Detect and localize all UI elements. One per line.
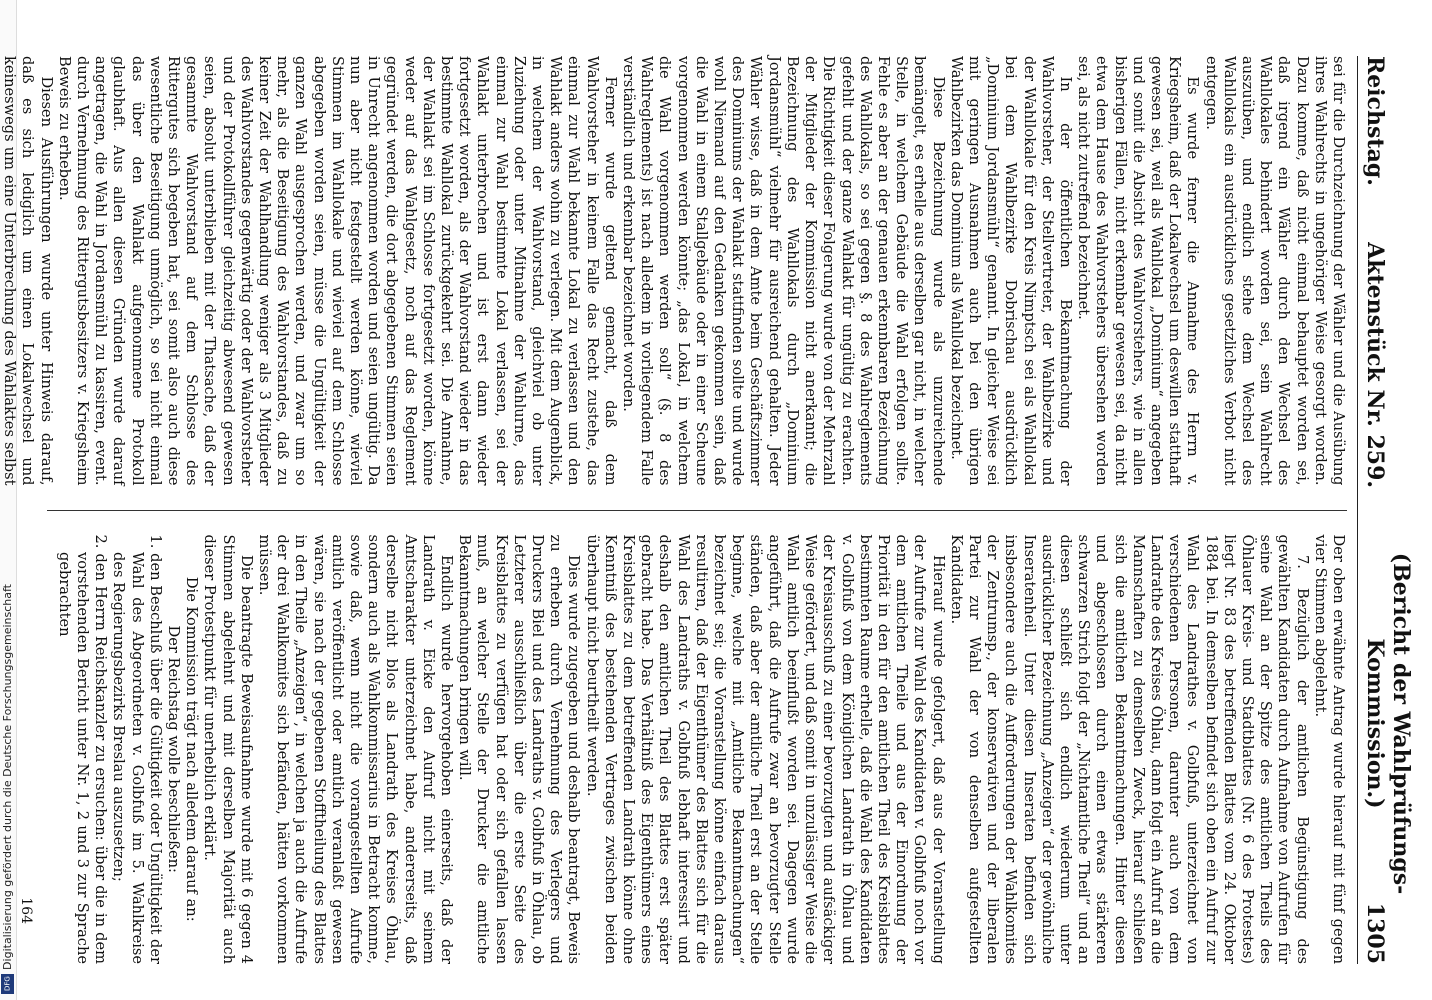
page-header bbox=[1357, 56, 1414, 965]
paragraph: Dies wurde zugegeben und deshalb beantragt, Beweis zu erheben durch Vernehmung des Verlegers und Druckers Biel und des Landraths v. Golbfuß in Öhlau, ob Letzterer ausschließlich über die erste Seite des Kreisblattes zu verfügen hat oder sich gefallen lassen muß, an welcher Stelle der Drucker die amtliche Bekanntmachungen bringen will. bbox=[456, 534, 583, 964]
funding-notice: Digitalisierung gefördert durch die Deutsche Forschungsgemeinschaft bbox=[1, 584, 14, 970]
motion-item: 1. den Beschluß über die Gültigkeit oder Ungültigkeit der Wahl des Abgeordneten v. Golbfuß im 5. Wahlkreise des Regierungsbezirks Breslau auszusetzen; bbox=[110, 534, 164, 964]
paragraph: Der oben erwähnte Antrag wurde hierauf mit fünf gegen vier Stimmen abgelehnt. bbox=[1311, 534, 1347, 964]
header-page-number: 1305 bbox=[1362, 902, 1388, 965]
motion-item: 2. den Herrn Reichskanzler zu ersuchen: über die in dem vorstehenden Bericht unter Nr. 1, 2 und 3 zur Sprache gebrachten bbox=[55, 534, 110, 964]
paragraph: Diese Bezeichnung wurde als unzureichende bemängelt, es erhelle aus derselben gar nicht, in welcher Stelle, in welchem Gebäude die Wahl erfolgen sollte. Fehle es aber an der genauen erkennbaren Bezeichnung des Wahllokals, so sei gegen §. 8 des Wahlreglements gefehlt und der ganze Wahlakt für ungültig zu erachten. Die Richtigkeit dieser Folgerung wurde von der Mehrzahl der Mitglieder der Kommission nicht anerkannt; die Bezeichnung des Wahllokals durch „Dominium Jordansmühl“ vielmehr für ausreichend gehalten. Jeder Wähler wisse, daß in dem Amte beim Geschäftszimmer des Dominiums der Wahlakt stattfinden sollte und wurde wohl Niemand auf den Gedanken gekommen sein, daß die Wahl in einem Stallgebäude oder in einer Scheune vorgenommen werden könnte; „das Lokal, in welchem die Wahl vorgenommen werden soll“ (§. 8 des Wahlreglements) ist nach alledem in vorliegendem Falle verständlich und erkennbar bezeichnet worden. bbox=[620, 56, 947, 486]
motion-intro: Die Kommission trägt nach alledem darauf an: bbox=[183, 576, 201, 922]
paragraph: In der öffentlichen Bekanntmachung der Wahlvorsteher, der Stellvertreter, der Wahlbezirke und der Wahllokale für den Kreis Nimptsch sei als Wahllokal bei dem Wahlbezirke Dobrischau ausdrücklich „Dominium Jordansmühl“ genannt. In gleicher Weise sei mit geringen Ausnahmen auch bei den übrigen Wahlbezirken das Dominium als Wahllokal bezeichnet. bbox=[947, 56, 1074, 486]
right-column bbox=[17, 534, 1347, 965]
header-left: Reichstag. bbox=[1362, 56, 1388, 186]
paragraph: Endlich wurde hervorgehoben einerseits, daß der Landrath v. Eicke den Aufruf nicht mit seinem Amtscharakter unterzeichnet habe, andererseits, daß derselbe nicht blos als Landrath des Kreises Öhlau, sondern auch als Wahlkommissarius in Betracht komme, sowie daß, wenn nicht die vorangestellten Aufrufe amtlich veröffentlicht oder amtlich veranlaßt gewesen wären, sie nach der gegebenen Stofftheilung des Blattes in den Theile „Anzeigen“, in welchen ja auch die Aufrufe der drei Wahlkomites sich befänden, hätten vorkommen müssen. bbox=[256, 534, 456, 964]
motion-heading: Der Reichstag wolle beschließen: bbox=[165, 625, 182, 873]
paragraph: Hierauf wurde gefolgert, daß aus der Voranstellung der Aufrufe zur Wahl des Kandidaten v. Golbfuß noch vor dem amtlichen Theile und aus der Einordnung der Priorität in den für den amtlichen Theil des Kreisblattes bestimmten Raume erhelle, daß die Wahl des Kandidaten v. Golbfuß von dem Königlichen Landrath in Öhlau und der Kreisausschuß zu einer bevorzugten und aufsäckiger Weise gefördert, und daß somit in unzulässiger Weise die Wahl amtlich beeinflußt worden sei. Dagegen wurde angeführt, daß die Aufrufe zwar an bevorzugter Stelle ständen, daß aber der amtliche Theil erst an der Stelle beginne, welche mit „Amtliche Bekanntmachungen“ bezeichnet sei; die Voranstellung könne einfach daraus resultiren, daß der Eigenthümer des Blattes sich für die Wahl des Landraths v. Golbfuß lebhaft interessirt und deshalb den amtlichen Theil des Blattes erst später gebracht habe. Das Verhältniß des Eigenthümers eines Kreisblattes zu dem betreffenden Landrath könne ohne Kenntniß des bestehenden Vertrages zwischen beiden überhaupt nicht beurtheilt werden. bbox=[583, 534, 947, 964]
dfg-logo-icon: DFG bbox=[1, 974, 14, 994]
left-column bbox=[1, 56, 1347, 486]
paragraph: 7. Bezüglich der amtlichen Begünstigung des gewählten Kandidaten durch Aufnahme von Aufrufen für seine Wahl an der Spitze des amtlichen Theils des Öhlauer Kreis- und Stadtblattes (Nr. 6 des Protestes) liegt Nr. 83 des betreffenden Blattes vom 24. Oktober 1884 bei. In demselben befindet sich oben ein Aufruf zur Wahl des Landrathes v. Golbfuß, unterzeichnet von verschiedenen Personen, darunter auch von dem Landrathe des Kreises Öhlau, dann folgt ein Aufruf an die Mannschaften zu demselben Zweck, hierauf schließen sich die amtlichen Bekanntmachungen. Hinter diesen und abgeschlossen durch einen etwas stärkeren schwarzen Strich folgt der „Nichtamtliche Theil“ und an diesen schließt sich endlich wiederum unter ausdrücklicher Bezeichnung „Anzeigen“ der gewöhnliche Inseratenheil. Unter diesen Inseraten befinden sich insbesondere auch die Aufforderungen der Wahlkomites der Zentrumsp., der konservativen und der liberalen Partei zur Wahl der von denselben aufgestellten Kandidaten. bbox=[947, 534, 1311, 964]
column-divider bbox=[47, 510, 1347, 511]
paragraph: Es wurde ferner die Annahme des Herrn v. Kriegsheim, daß der Lokalwechsel um deswillen statthaft gewesen sei, weil als Wahllokal „Dominium“ angegeben und somit die Absicht des Wahlvorstehers, wie in allen bisherigen Fällen, nicht erkennbar gewesen sei, da nicht etwa dem Hause des Wahlvorstehers übersehen worden sei, als nicht zutreffend bezeichnet. bbox=[1075, 56, 1202, 486]
paragraph: Die beantragte Beweisaufnahme wurde mit 6 gegen 4 Stimmen abgelehnt und mit derselben Majorität auch dieser Protestpunkt für unerheblich erklärt. bbox=[201, 534, 255, 964]
header-commission: (Bericht der Wahlprüfungs-Kommission.) bbox=[1362, 552, 1414, 895]
paragraph: sei für die Durchzeichnung der Wähler und die Ausübung ihres Wahlrechts in ungehöriger Weise gesorgt worden. Dazu komme, daß nicht einmal behauptet worden sei, daß irgend ein Wähler durch den Wechsel des Wahllokales behindert worden sei, sein Wahlrecht auszuüben, und endlich stehe dem Wechsel des Wahllokals ein ausdrückliches gesetzliches Verbot nicht entgegen. bbox=[1202, 56, 1347, 486]
header-document-number: Aktenstück Nr. 259. bbox=[1362, 242, 1388, 489]
paragraph: Ferner wurde geltend gemacht, daß dem Wahlvorsteher in keinem Falle das Recht zustehe, das einmal zur Wahl bekannte Lokal zu verlassen und den Wahlakt anders wohin zu verlegen. Mit dem Augenblick, in welchem der Wahlvorstand, gleichviel ob unter Zuziehung oder unter Mitnahme der Wahlurne, das einmal zur Wahl bestimmte Lokal verlassen, sei der Wahlakt unterbrochen und ist erst dann wieder fortgesetzt worden, als der Wahlvorstand wieder in das bestimmte Wahllokal zurückgekehrt sei. Die Annahme, der Wahlakt sei im Schlosse fortgesetzt worden, könne weder auf das Wahlgesetz, noch auf das Reglement gegründet werden, die dort abgegebenen Stimmen seien in Unrecht angenommen worden und seien ungültig. Da nun aber nicht festgestellt werden könne, wieviel Stimmen im Wahllokale und wieviel auf dem Schlosse abgegeben worden seien, müsse die Ungültigkeit der ganzen Wahl ausgesprochen werden, und zwar um so mehr, als die Beseitigung des Wahlvorstandes, daß zu keiner Zeit der Wahlhandlung weniger als 3 Mitglieder des Wahlvorstandes gegenwärtig oder der Wahlvorsteher und der Protokollführer gleichzeitig abwesend gewesen seien, absolut unterblieben mit der Thatsache, daß der gesammte Wahlvorstand auf dem Schlosse des Rittergutes sich begeben hat, sei somit also auch diese wesentliche Beseitigung unmöglich, so sei nicht einmal das über den Wahlakt aufgenommene Protokoll glaubhaft. Aus allen diesen Gründen wurde darauf angetragen, die Wahl in Jordansmühl zu kassiren, event. durch Vernehmung des Rittergutsbesitzers v. Kriegsheim Beweis zu erheben. bbox=[55, 56, 619, 486]
sheet-number: 164 bbox=[17, 897, 34, 924]
paragraph: Diesen Ausführungen wurde unter Hinweis darauf, daß es sich lediglich um einen Lokalwechsel und keineswegs um eine Unterbrechung des Wahlaktes selbst bbox=[1, 56, 55, 486]
